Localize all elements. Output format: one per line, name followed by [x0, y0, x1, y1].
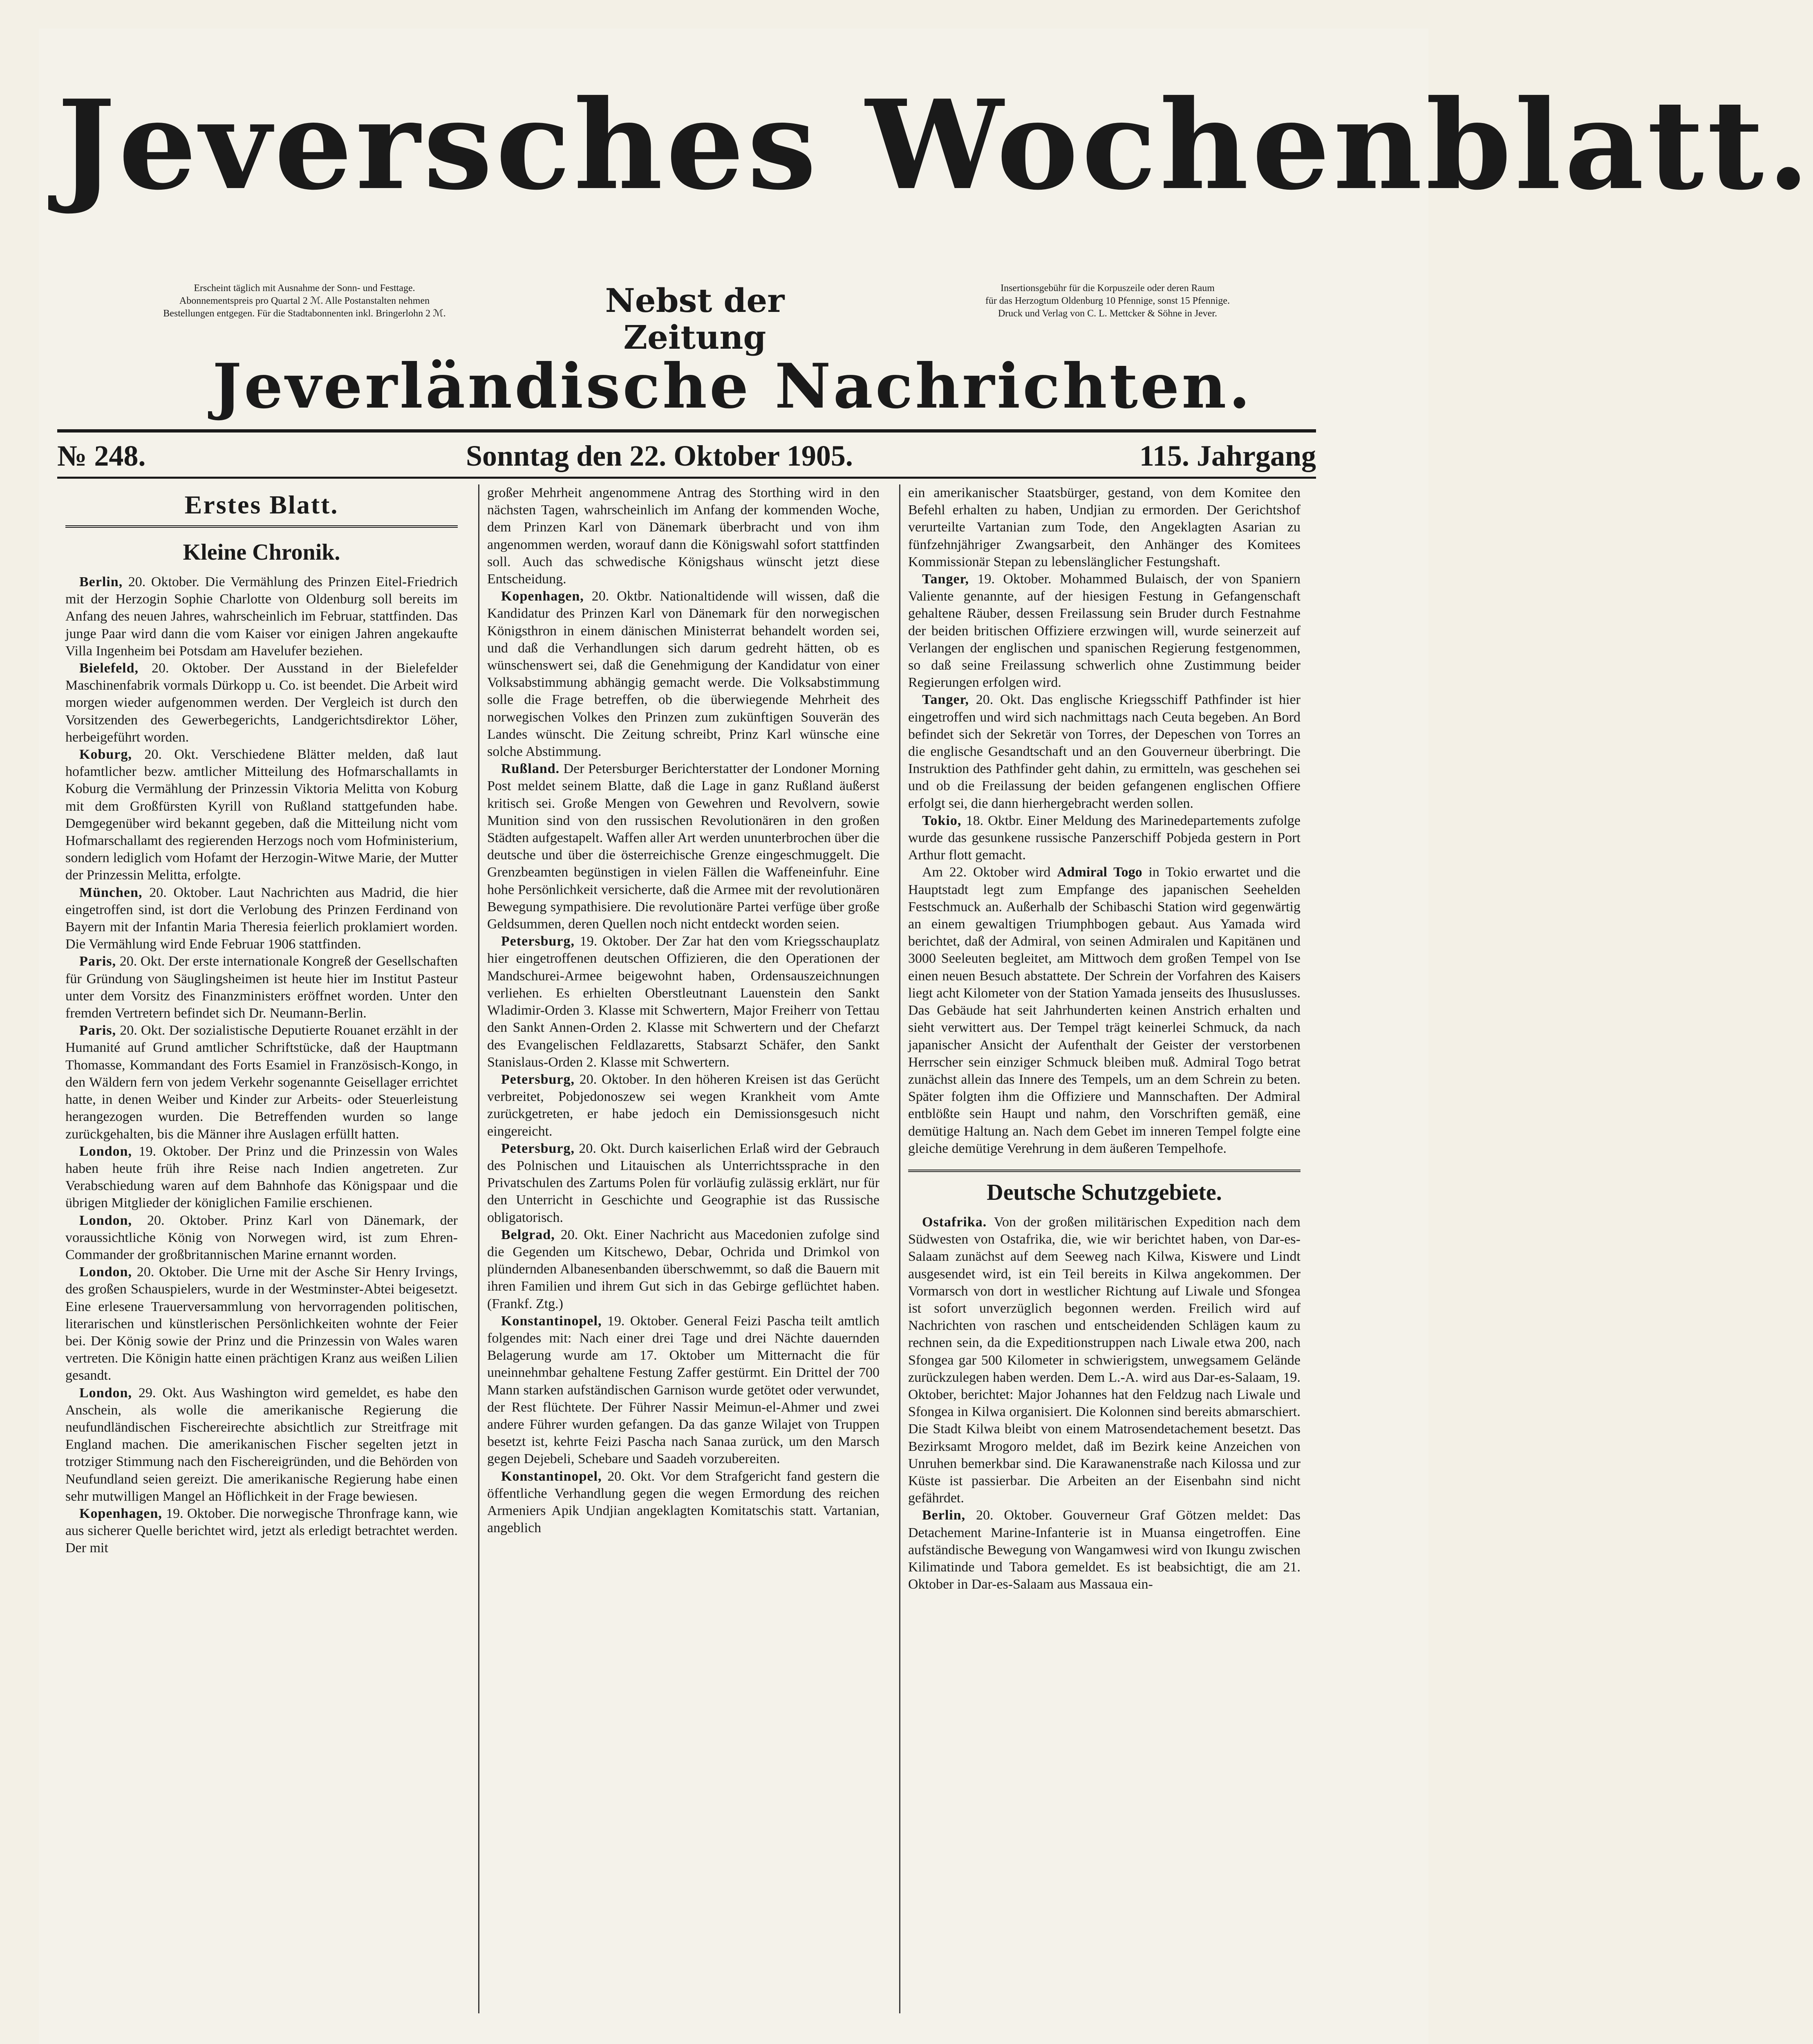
article: [908, 691, 1300, 812]
dateline-place: Ostafrika.: [922, 1214, 987, 1230]
article: [65, 1212, 458, 1264]
article-text: 20. Okt. Das englische Kriegsschiff Pathfinder ist hier eingetroffen und wird sich nachmittags nach Ceuta begeben. An Bord befindet sich der Sekretär von Torres, der Depeschen von Torres an die englische Gesandtschaft und an den Gouverneur überbringt. Die Instruktion des Pathfinder geht dahin, zu ermitteln, was geschehen sei und ob die Freilassung der beiden gefangenen englischen Offiere erfolgt sei, die dann hierhergebracht werden sollen.: [908, 692, 1300, 811]
article: [65, 660, 458, 746]
masthead-title: Jeversches Wochenblatt.: [57, 73, 1813, 217]
article: [908, 812, 1300, 864]
dateline-place: Bielefeld,: [79, 661, 139, 676]
article: [65, 1264, 458, 1384]
dateline-place: Konstantinopel,: [501, 1468, 602, 1484]
bottom-rule: [57, 477, 1316, 479]
column-divider: [899, 484, 900, 2013]
article: [487, 484, 880, 588]
article: [65, 1022, 458, 1143]
article: [487, 1313, 880, 1468]
article-text: 19. Oktober. Der Prinz und die Prinzessin von Wales haben heute früh ihre Reise nach Indien angetreten. Zur Verabschiedung waren auf dem Bahnhofe das Königspaar und die übrigen Mitglieder der königlichen Familie erschienen.: [65, 1143, 458, 1211]
section-heading: Erstes Blatt.: [65, 484, 458, 528]
dateline-place: Paris,: [79, 954, 116, 969]
dateline-place: Tanger,: [922, 572, 969, 587]
dateline-place: Berlin,: [922, 1508, 966, 1523]
article: [487, 760, 880, 933]
article-text: 20. Okt. Der sozialistische Deputierte Rouanet erzählt in der Humanité auf Grund amtlicher Schriftstücke, daß der Hauptmann Thomasse, Kommandant des Forts Esamiel in Französisch-Kongo, in den Wäldern fern von jedem Verkehr sogenannte Geisellager errichtet hatte, in denen Weiber und Kinder zur Arbeits- oder Steuerleistung herangezogen wurden. Die Betreffenden wurden so lange zurückgehalten, bis die Männer ihre Auslagen erfüllt hatten.: [65, 1023, 458, 1142]
article: [487, 1468, 880, 1537]
article: [65, 884, 458, 953]
dateline-place: London,: [79, 1213, 132, 1228]
dateline-place: Petersburg,: [501, 934, 575, 949]
article-text: 20. Oktober. Prinz Karl von Dänemark, der voraussichtliche König von Norwegen wird, ist zum Ehren-Commander der großbritannischen Marine ernannt worden.: [65, 1213, 458, 1262]
year-label: 115. Jahrgang: [1139, 439, 1316, 472]
dateline-place: London,: [79, 1385, 132, 1401]
dateline-place: Petersburg,: [501, 1141, 575, 1156]
article: [65, 1385, 458, 1505]
dateline-place: London,: [79, 1264, 132, 1280]
article-text: ein amerikanischer Staatsbürger, gestand, von dem Komitee den Befehl erhalten zu haben, Undjian zu ermorden. Der Gerichtshof verurteilte Vartanian zum Tode, den Angeklagten Asarian zu fünfzehnjähriger Zwangsarbeit, den Anhänger des Komitees Kommissionär Stepan zu lebenslänglicher Festungshaft.: [908, 485, 1300, 569]
subtitle: Jeverländische Nachrichten.: [213, 350, 1253, 422]
nebst-label: Nebst der Zeitung: [605, 281, 785, 356]
article: [908, 1507, 1300, 1593]
dateline-place: Tanger,: [922, 692, 969, 708]
article: [908, 571, 1300, 691]
article-text: 18. Oktbr. Einer Meldung des Marinedepartements zufolge wurde das gesunkene russische Panzerschiff Pobjeda gestern in Port Arthur flott gemacht.: [908, 813, 1300, 863]
article-text: 20. Okt. Einer Nachricht aus Macedonien zufolge sind die Gegenden um Kitschewo, Debar, Ochrida und Drimkol von plündernden Albanesenbanden überschwemmt, so daß die Bauern mit ihren Familien und ihrem Gut sich in das Gebirge geflüchtet haben. (Frankf. Ztg.): [487, 1227, 880, 1311]
article: [65, 574, 458, 660]
column-2: [487, 484, 880, 2013]
article-text: 20. Okt. Durch kaiserlichen Erlaß wird der Gebrauch des Polnischen und Litauischen als Unterrichtssprache in den Privatschulen des Zartums Polen für vorläufig zulässig erklärt, nur für den Unterricht in Geschichte und Geographie ist das Russische obligatorisch.: [487, 1141, 880, 1225]
dateline-place: Petersburg,: [501, 1071, 575, 1087]
article-text: 20. Oktober. Die Urne mit der Asche Sir Henry Irvings, des großen Schauspielers, wurde in der Westminster-Abtei beigesetzt. Eine erlesene Trauerversammlung von hervorragenden politischen, literarischen und künstlerischen Persönlichkeiten wohnte der Feier bei. Der König sowie der Prinz und die Prinzessin von Wales waren vertreten. Die Königin hatte einen prächtigen Kranz aus weißen Lilien gesandt.: [65, 1264, 458, 1383]
article-text: 19. Oktober. General Feizi Pascha teilt amtlich folgendes mit: Nach einer drei Tage und drei Nächte dauernden Belagerung wurde am 17. Oktober um Mitternacht die für uneinnehmbar gehaltene Festung Zaffer gestürmt. Ein Drittel der 700 Mann starken aufständischen Garnison wurde getötet oder verwundet, der Rest flüchtete. Der Führer Nassir Meimun-el-Ahmer und zwei andere Führer wurden gefangen. Da das ganze Wilajet von Truppen besetzt ist, kehrte Feizi Pascha nach Sanaa zurück, um den Marsch gegen Dejebeli, Schebare und Saadeh vorzubereiten.: [487, 1313, 880, 1467]
insertion-info: Insertionsgebühr für die Korpuszeile oder deren Raum für das Herzogtum Oldenburg 10 Pfennige, sonst 15 Pfennige. Druck und Verlag von C. L. Mettcker & Söhne in Jever.: [985, 283, 1230, 319]
subscription-info: Erscheint täglich mit Ausnahme der Sonn- und Festtage. Abonnementspreis pro Quartal 2 ℳ. Alle Postanstalten nehmen Bestellungen entgegen. Für die Stadtabonnenten inkl. Bringerlohn 2 ℳ.: [163, 283, 446, 319]
dateline-place: Paris,: [79, 1023, 116, 1038]
column-divider: [478, 484, 479, 2013]
article: [487, 588, 880, 760]
article: [487, 1226, 880, 1313]
article: [487, 933, 880, 1071]
article: [908, 484, 1300, 571]
dateline-place: Tokio,: [922, 813, 962, 828]
article-text: großer Mehrheit angenommene Antrag des Storthing wird in den nächsten Tagen, wahrscheinlich im Anfang der kommenden Woche, dem Prinzen Karl von Dänemark überbracht und von ihm angenommen werden, worauf dann die Königswahl sofort stattfinden soll. Auch das schwedische Königshaus wünscht jetzt diese Entscheidung.: [487, 485, 880, 587]
article: [65, 1505, 458, 1557]
article-text: 20. Okt. Der erste internationale Kongreß der Gesellschaften für Gründung von Säuglingsheimen ist heute hier im Institut Pasteur unter dem Vorsitz des Finanzministers eröffnet worden. Unter den fremden Vertretern befindet sich Dr. Neumann-Berlin.: [65, 954, 458, 1021]
dateline-place: Kopenhagen,: [79, 1506, 162, 1521]
article-text: 19. Oktober. Mohammed Bulaisch, der von Spaniern Valiente genannte, auf der hiesigen Festung in Gefangenschaft gehaltene Räuber, dessen Freilassung sein Bruder durch Festnahme der beiden britischen Offiziere erzwingen will, wurde seinerzeit auf Verlangen der englischen und spanischen Regierung festgenommen, so daß seine Freilassung schwerlich ohne Zustimmung beider Regierungen erfolgen wird.: [908, 572, 1300, 690]
article-text: 20. Okt. Vor dem Strafgericht fand gestern die öffentliche Verhandlung gegen die wegen Ermordung des reichen Armeniers Apik Undjian angeklagten Komitatschis statt. Vartanian, angeblich: [487, 1468, 880, 1536]
article-text: 19. Oktober. Die norwegische Thronfrage kann, wie aus sicherer Quelle berichtet wird, jetzt als erledigt betrachtet werden. Der mit: [65, 1506, 458, 1556]
article-text: in Tokio erwartet und die Hauptstadt legt zum Empfange des japanischen Seehelden Festschmuck an. Außerhalb der Schibaschi Station wird gegenwärtig an einem gewaltigen Triumphbogen gebaut. Aus Yamada wird berichtet, daß der Admiral, von seinen Admiralen und Kapitänen und 3000 Seeleuten begleitet, am Mittwoch dem großen Tempel von Ise einen neuen Besuch abstattete. Der Schrein der Vorfahren des Kaisers liegt acht Kilometer von der Station Yamada jenseits des Ihususlusses. Das Gebäude hat seit Jahrhunderten keinen Anstrich erhalten und sieht verwittert aus. Der Tempel trägt keinerlei Schmuck, da nach japanischer Ansicht der Aufenthalt der Geister der verstorbenen Herrscher sein einziger Schmuck bleiben muß. Admiral Togo betrat zunächst allein das Innere des Tempels, um an dem Schrein zu beten. Später folgten ihm die Offiziere und Mannschaften. Der Admiral entblößte sein Haupt und nahm, den Vorschriften gemäß, eine demütige Haltung an. Nach dem Gebet im inneren Tempel folgte eine gleiche demütige Verehrung in dem äußeren Tempelhofe.: [908, 865, 1300, 1156]
column-1: [65, 484, 458, 2013]
article: [65, 1143, 458, 1212]
article-text: 20. Oktober. Gouverneur Graf Götzen meldet: Das Detachement Marine-Infanterie ist in Muansa eingetroffen. Eine aufständische Bewegung von Wangamwesi wird von Ikungu zwischen Kilimatinde und Tabora gemeldet. Es ist beabsichtigt, die am 21. Oktober in Dar-es-Salaam aus Massaua ein-: [908, 1508, 1300, 1592]
dateline-place: Koburg,: [79, 747, 132, 762]
issue-number: № 248.: [57, 439, 146, 472]
dateline-place: London,: [79, 1143, 132, 1159]
dateline-place: Belgrad,: [501, 1227, 555, 1242]
dateline: [57, 437, 1316, 474]
article: [65, 746, 458, 884]
dateline-place: Rußland.: [501, 761, 560, 777]
article: [487, 1140, 880, 1226]
article-text: 20. Okt. Verschiedene Blätter melden, daß laut hofamtlicher bezw. amtlicher Mitteilung des Hofmarschallamts in Koburg die Vermählung der Prinzessin Viktoria Melitta von Koburg mit dem Großfürsten Kyrill von Rußland stattgefunden habe. Demgegenüber wird bekannt gegeben, daß die Mitteilung nicht vom Hofmarschallamt des regierenden Herzogs noch vom Hofministerium, sondern lediglich vom Hofamt der Herzogin-Witwe Marie, der Mutter der Prinzessin Melitta, erfolgte.: [65, 747, 458, 883]
article: [65, 953, 458, 1022]
article-text: 20. Oktober. Der Ausstand in der Bielefelder Maschinenfabrik vormals Dürkopp u. Co. ist beendet. Die Arbeit wird morgen wieder aufgenommen werden. Der Vergleich ist durch den Vorsitzenden des Gewerbegerichts, Landgerichtsdirektor Löher, herbeigeführt worden.: [65, 661, 458, 745]
article-text: Admiral Togo: [1057, 865, 1142, 880]
issue-date: Sonntag den 22. Oktober 1905.: [466, 439, 853, 472]
article-text: 19. Oktober. Der Zar hat den vom Kriegsschauplatz hier eingetroffenen deutschen Offizieren, die den Operationen der Mandschurei-Armee beigewohnt haben, Ordensauszeichnungen verliehen. Es erhielten Oberstleutnant Lauenstein den Sankt Wladimir-Orden 3. Klasse mit Schwertern, Major Freiherr von Tettau den Sankt Annen-Orden 2. Klasse mit Schwertern und der Chefarzt des Evangelischen Feldlazaretts, Stabsarzt Schäfer, den Sankt Stanislaus-Orden 2. Klasse mit Schwertern.: [487, 934, 880, 1070]
section-heading: Kleine Chronik.: [183, 540, 340, 565]
article-text: 20. Oktober. Laut Nachrichten aus Madrid, die hier eingetroffen sind, ist dort die Verlobung des Prinzen Ferdinand von Bayern mit der Infantin Maria Theresia feierlich proklamiert worden. Die Vermählung wird Ende Februar 1906 stattfinden.: [65, 885, 458, 952]
article: [908, 864, 1300, 1157]
top-rule: [57, 429, 1316, 433]
article-text: 29. Okt. Aus Washington wird gemeldet, es habe den Anschein, als wolle die amerikanische Regierung die neufundländischen Fischereirechte absichtlich zur Streitfrage mit England machen. Die amerikanischen Fischer segelten jetzt in trotziger Stimmung nach den Fischereigründen, und die Behörden von Neufundland seien gereizt. Die amerikanische Regierung habe einen sehr mutwilligen Mangel an Höflichkeit in der Frage bewiesen.: [65, 1385, 458, 1504]
article-text: Am 22. Oktober wird: [922, 865, 1057, 880]
article-text: 20. Oktober. In den höheren Kreisen ist das Gerücht verbreitet, Pobjedonoszew sei wegen Krankheit vom Amte zurückgetreten, er habe jedoch ein Demissionsgesuch nicht eingereicht.: [487, 1071, 880, 1139]
dateline-place: Kopenhagen,: [501, 589, 584, 604]
column-3: [908, 484, 1300, 2013]
section-heading: Deutsche Schutzgebiete.: [987, 1179, 1222, 1205]
dateline-place: Konstantinopel,: [501, 1313, 602, 1329]
article: [487, 1071, 880, 1140]
dateline-place: München,: [79, 885, 143, 900]
article-text: 20. Oktober. Die Vermählung des Prinzen Eitel-Friedrich mit der Herzogin Sophie Charlotte von Oldenburg soll bereits im Anfang des neuen Jahres, wahrscheinlich im Februar, stattfinden. Das junge Paar wird dann die vom Kaiser vor einigen Jahren angekaufte Villa Ingenheim bei Potsdam am Havelufer beziehen.: [65, 574, 458, 659]
dateline-place: Berlin,: [79, 574, 123, 589]
article-text: 20. Oktbr. Nationaltidende will wissen, daß die Kandidatur des Prinzen Karl von Dänemark für den norwegischen Königsthron in einem dänischen Ministerrat behandelt worden sei, und daß die Verhandlungen sich darum gedreht hätten, ob es wünschenswert sei, daß die Genehmigung der Kandidatur von einer Volksabstimmung abhängig gemacht werde. Die Volksabstimmung solle die Frage betreffen, ob die überwiegende Mehrheit des norwegischen Volkes den Prinzen zum zukünftigen Souverän des Landes wünscht. Die Zeitung schreibt, Prinz Karl wünsche eine solche Abstimmung.: [487, 589, 880, 760]
article: [908, 1214, 1300, 1507]
article-text: Von der großen militärischen Expedition nach dem Südwesten von Ostafrika, die, wie wir berichtet haben, von Dar-es-Salaam zunächst auf dem Seeweg nach Kilwa, Kiswere und Lindt ausgesendet wird, ist ein Teil bereits in Kilwa angekommen. Der Vormarsch von dort in westlicher Richtung auf Liwale und Sfongea ist sofort unverzüglich begonnen werden. Freilich wird auf Nachrichten von raschen und entscheidenden Schlägen kaum zu rechnen sein, da die Expeditionstruppen nach Liwale etwa 200, nach Sfongea gar 500 Kilometer in schwierigstem, unwegsamem Gelände zurückzulegen haben werden. Dem L.-A. wird aus Dar-es-Salaam, 19. Oktober, berichtet: Major Johannes hat den Feldzug nach Liwale und Sfongea in Kilwa organisiert. Die Kolonnen sind bereits abmarschiert. Die Stadt Kilwa bleibt von einem Matrosendetachement besetzt. Das Bezirksamt Mrogoro meldet, daß im Bezirk keine Anzeichen von Unruhen bemerkbar sind. Die Karawanenstraße nach Kilossa und zur Küste ist passierbar. Die Arbeiten an der Eisenbahn sind nicht gefährdet.: [908, 1214, 1300, 1506]
section-rule: [908, 1170, 1300, 1172]
article-text: Der Petersburger Berichterstatter der Londoner Morning Post meldet seinem Blatte, daß die Lage in ganz Rußland äußerst kritisch sei. Große Mengen von Gewehren und Revolvern, sowie Munition sind von den russischen Revolutionären in den großen Städten aufgestapelt. Waffen aller Art werden ununterbrochen über die deutsche und über die österreichische Grenze eingeschmuggelt. Die Grenzbeamten begünstigen in vielen Fällen die Waffeneinfuhr. Eine hohe Persönlichkeit versicherte, daß die Armee mit der revolutionären Bewegung sympathisiere. Die revolutionäre Partei verfüge über große Geldsummen, deren Quellen noch nicht entdeckt worden seien.: [487, 761, 880, 932]
